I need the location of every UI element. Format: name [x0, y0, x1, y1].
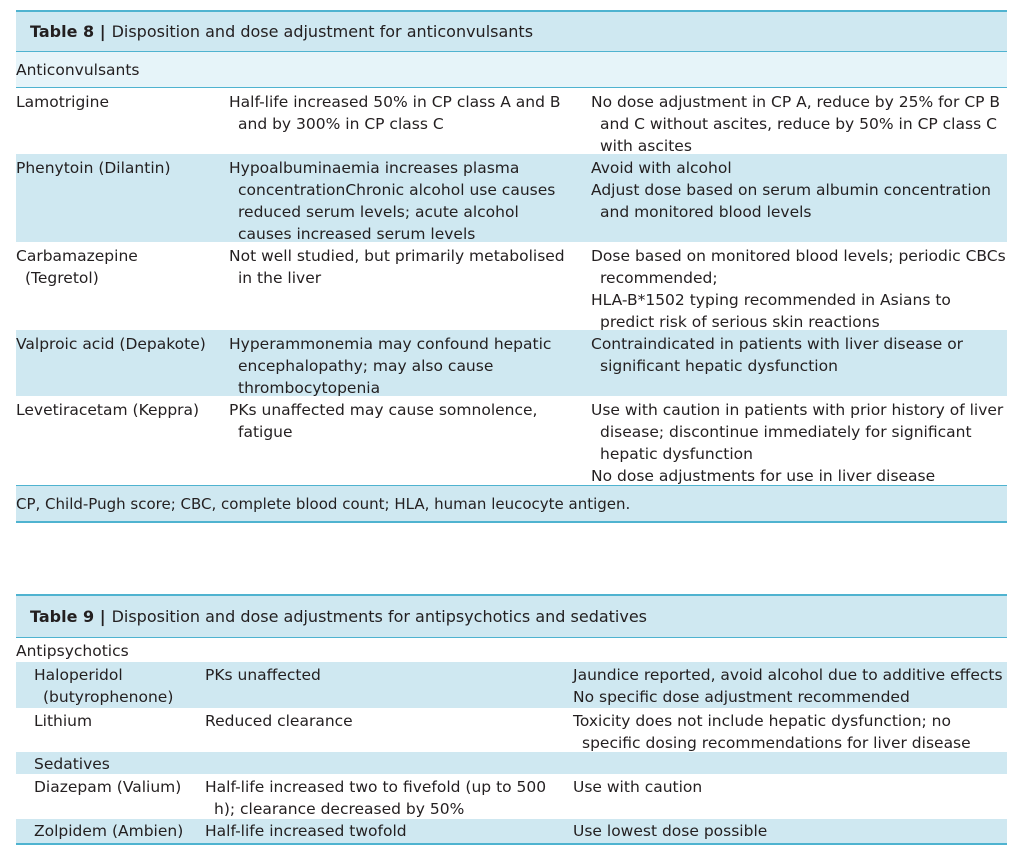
dose-text: Toxicity does not include hepatic dysfunction; no specific dosing recommendations for liver disease	[573, 712, 971, 752]
dose-text: Adjust dose based on serum albumin concentration and monitored blood levels	[591, 181, 991, 221]
table-row	[16, 819, 1007, 843]
section-antipsychotics	[16, 638, 1007, 662]
disposition-text: Not well studied, but primarily metabolised in the liver	[229, 247, 565, 287]
table-9-title	[16, 594, 1007, 638]
table-row	[16, 708, 1007, 752]
dose-text: Dose based on monitored blood levels; periodic CBCs recommended;	[591, 247, 1006, 287]
drug-name: Haloperidol (butyrophenone)	[34, 666, 174, 706]
table-9-number: Table 9 |	[30, 607, 106, 626]
drug-name: Lamotrigine	[16, 93, 109, 111]
drug-name: Levetiracetam (Keppra)	[16, 401, 200, 419]
dose-text: No specific dose adjustment recommended	[573, 688, 910, 706]
table-9	[16, 594, 1007, 845]
section-label: Antipsychotics	[16, 642, 129, 660]
dose-text: No dose adjustments for use in liver disease	[591, 467, 936, 485]
disposition-text: Hyperammonemia may confound hepatic encephalopathy; may also cause thrombocytopenia	[229, 335, 552, 397]
disposition-text: Half-life increased 50% in CP class A and B and by 300% in CP class C	[229, 93, 561, 133]
table-8-footnote	[16, 485, 1007, 523]
drug-name: Carbamazepine (Tegretol)	[16, 247, 138, 287]
dose-text: Contraindicated in patients with liver disease or significant hepatic dysfunction	[591, 335, 964, 375]
section-sedatives	[16, 752, 1007, 774]
disposition-text: Hypoalbuminaemia increases plasma concentrationChronic alcohol use causes reduced serum levels; acute alcohol causes increased serum levels	[229, 159, 556, 243]
table-row	[16, 774, 1007, 819]
disposition-text: PKs unaffected may cause somnolence, fatigue	[229, 401, 538, 441]
dose-text: HLA-B*1502 typing recommended in Asians to predict risk of serious skin reactions	[591, 291, 951, 331]
drug-name: Phenytoin (Dilantin)	[16, 159, 171, 177]
table-8-caption: Disposition and dose adjustment for anticonvulsants	[111, 22, 534, 41]
dose-text: No dose adjustment in CP A, reduce by 25% for CP B and C without ascites, reduce by 50% in CP class C with ascites	[591, 93, 1001, 155]
disposition-text: Half-life increased two to fivefold (up to 500 h); clearance decreased by 50%	[205, 778, 547, 818]
table-8-number: Table 8 |	[30, 22, 106, 41]
section-label: Sedatives	[34, 755, 110, 773]
dose-text: Avoid with alcohol	[591, 159, 732, 177]
drug-name: Diazepam (Valium)	[34, 778, 182, 796]
drug-name: Valproic acid (Depakote)	[16, 335, 206, 353]
disposition-text: Half-life increased twofold	[205, 822, 407, 840]
disposition-text: PKs unaffected	[205, 666, 321, 684]
table-row	[16, 154, 1007, 242]
section-anticonvulsants	[16, 52, 1007, 88]
drug-name: Lithium	[34, 712, 93, 730]
table-9-caption: Disposition and dose adjustments for antipsychotics and sedatives	[111, 607, 648, 626]
table-8-title	[16, 10, 1007, 52]
dose-text: Use lowest dose possible	[573, 822, 768, 840]
footnote-text: CP, Child-Pugh score; CBC, complete blood count; HLA, human leucocyte antigen.	[16, 494, 631, 513]
table-row	[16, 88, 1007, 154]
table-row	[16, 662, 1007, 708]
table-row	[16, 242, 1007, 330]
section-label: Anticonvulsants	[16, 60, 140, 79]
disposition-text: Reduced clearance	[205, 712, 353, 730]
dose-text: Use with caution in patients with prior history of liver disease; discontinue immediately for significant hepatic dysfunction	[591, 401, 1004, 463]
drug-name: Zolpidem (Ambien)	[34, 822, 184, 840]
dose-text: Use with caution	[573, 778, 703, 796]
table-row	[16, 330, 1007, 396]
table-8	[16, 10, 1007, 523]
table-row	[16, 396, 1007, 485]
dose-text: Jaundice reported, avoid alcohol due to additive effects	[573, 666, 1003, 684]
